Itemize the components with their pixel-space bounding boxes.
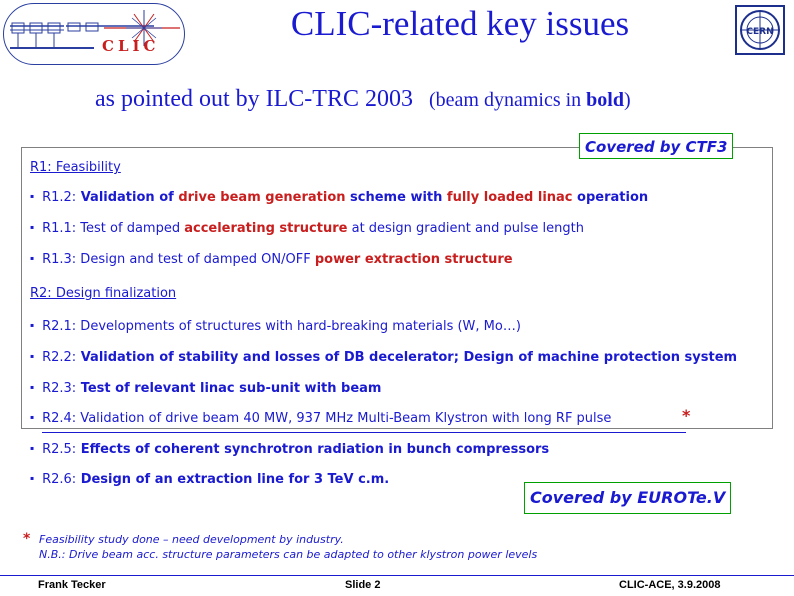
item-text: Test of damped [76,221,185,236]
footnote-line-1: Feasibility study done – need development by industry. [39,533,344,546]
r1-heading: R1: Feasibility [30,160,121,175]
footer-rule [0,575,794,576]
r2-item-5 [30,442,549,457]
bullet: ▪ [30,224,35,231]
highlight-text: drive beam generation [178,190,346,205]
footnote-line-2: N.B.: Drive beam acc. structure parameters can be adapted to other klystron power levels [39,548,538,561]
item-text: Effects of coherent synchrotron radiation in bunch compressors [76,442,550,457]
highlight-text: power extraction structure [314,252,513,267]
cern-emblem-icon [737,7,783,53]
accelerator-diagram-icon [4,4,185,65]
item-text: operation [572,190,649,205]
item-label: R2.4: [42,411,77,426]
bullet: ▪ [30,384,35,391]
item-label: R2.1: [42,319,77,334]
subtitle [95,86,631,113]
bullet: ▪ [30,475,35,482]
bullet: ▪ [30,353,35,360]
r2-item-1 [30,319,521,334]
bullet: ▪ [30,193,35,200]
bullet: ▪ [30,414,35,421]
footer-event: CLIC-ACE, 3.9.2008 [619,579,721,591]
item-label: R2.3: [42,381,77,396]
item-text: at design gradient and pulse length [347,221,584,236]
slide-title: CLIC-related key issues [290,4,630,43]
item-label: R2.2: [42,350,77,365]
item-text: scheme with [345,190,447,205]
item-text: Developments of structures with hard-breaking materials (W, Mo…) [76,319,521,334]
clic-logo [3,3,185,65]
r2-item-4-underline [42,432,686,433]
cern-logo-text: CERN [746,27,774,37]
r2-item-2 [30,350,737,365]
item-text: Validation of stability and losses of DB decelerator; Design of machine protection system [76,350,738,365]
item-text: Design and test of damped ON/OFF [76,252,315,267]
bullet: ▪ [30,255,35,262]
bullet: ▪ [30,445,35,452]
subtitle-bold: bold [586,89,624,111]
footnote-star: * [23,531,31,547]
highlight-text: accelerating structure [184,221,348,236]
item-label: R1.2: [42,190,77,205]
ctf3-callout: Covered by CTF3 [579,133,733,159]
subtitle-paren-open: (beam dynamics in [428,89,587,111]
footer-slide-number: Slide 2 [345,579,381,591]
subtitle-paren-close: ) [623,89,631,111]
subtitle-main: as pointed out by ILC-TRC 2003 [95,86,413,112]
highlight-text: fully loaded linac [446,190,573,205]
cern-logo [735,5,785,55]
bullet: ▪ [30,322,35,329]
footer-author: Frank Tecker [38,579,106,591]
r2-item-4 [30,411,611,426]
r1-item-3 [30,252,513,267]
r1-item-2 [30,221,584,236]
item-text: Validation of drive beam 40 MW, 937 MHz Multi-Beam Klystron with long RF pulse [76,411,612,426]
r2-heading: R2: Design finalization [30,286,177,301]
r2-item-6 [30,472,389,487]
r2-item-3 [30,381,381,396]
clic-logo-text: CLIC [102,37,160,55]
item-label: R1.1: [42,221,77,236]
item-label: R2.5: [42,442,77,457]
r1-item-1 [30,190,648,205]
item-label: R2.6: [42,472,77,487]
item-text: Validation of [76,190,179,205]
item-text: Test of relevant linac sub-unit with beam [76,381,382,396]
item-text: Design of an extraction line for 3 TeV c.m. [76,472,390,487]
item-label: R1.3: [42,252,77,267]
eurotev-callout: Covered by EUROTe.V [524,482,731,514]
asterisk-marker: * [682,406,691,425]
